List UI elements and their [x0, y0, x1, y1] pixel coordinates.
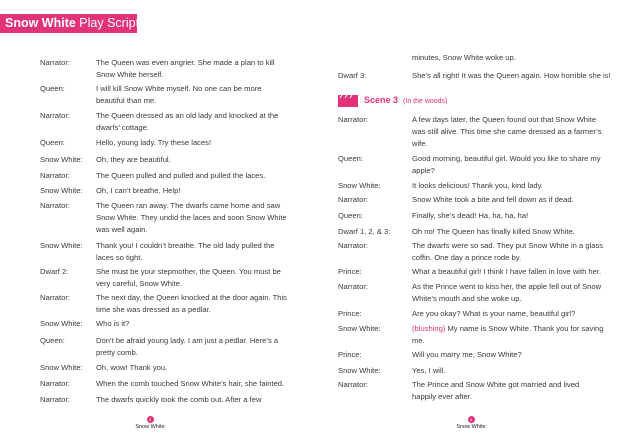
- dialogue-line: She’s all right! It was the Queen again. How horrible she is!: [412, 71, 611, 80]
- footer-label: Snow White: [135, 424, 165, 430]
- dialogue: [96, 335, 296, 359]
- dialogue: [412, 266, 632, 278]
- dialogue-line: beautiful than me.: [96, 95, 157, 105]
- speaker: Prince:: [338, 309, 362, 318]
- speaker: Narrator:: [40, 201, 70, 210]
- dialogue-line: Will you marry me, Snow White?: [412, 350, 522, 359]
- dialogue: [412, 210, 632, 222]
- dialogue-line: Oh, I can’t breathe. Help!: [96, 186, 181, 195]
- speaker: Narrator:: [40, 58, 70, 67]
- dialogue: [412, 365, 632, 377]
- dialogue-line: Yes, I will.: [412, 366, 446, 375]
- scene-title-text: Scene 3: [364, 95, 399, 105]
- dialogue-line: time she was dressed as a pedlar.: [96, 304, 211, 314]
- dialogue-line: The dwarfs were so sad. They put Snow White in a glass: [412, 241, 604, 250]
- speaker: Queen:: [40, 84, 65, 93]
- header-bold: Snow White: [5, 16, 76, 30]
- dialogue-line: me.: [412, 335, 425, 345]
- header-rest: Play Script: [75, 16, 140, 30]
- dialogue: [96, 170, 296, 182]
- dialogue: [96, 83, 296, 107]
- header-title: [0, 14, 140, 33]
- dialogue: [412, 194, 632, 206]
- dialogue-line: Snow White herself.: [96, 69, 164, 79]
- dialogue-line: Oh, they are beautiful.: [96, 155, 171, 164]
- dialogue: [412, 114, 632, 149]
- dialogue-line: apple?: [412, 165, 435, 175]
- dialogue-text: My name is Snow White. Thank you for saving: [445, 324, 604, 333]
- speaker: Dwarf 3:: [338, 71, 367, 80]
- speaker: Snow White:: [338, 181, 381, 190]
- dialogue-line: As the Prince went to kiss her, the apple fell out of Snow: [412, 282, 602, 291]
- speaker: Queen:: [40, 138, 65, 147]
- dialogue: [412, 349, 632, 361]
- speaker: Snow White:: [40, 363, 83, 372]
- speaker: Narrator:: [338, 115, 368, 124]
- dialogue-line: Snow White took a bite and fell down as if dead.: [412, 195, 574, 204]
- dialogue-line: A few days later, the Queen found out that Snow White: [412, 115, 597, 124]
- dialogue-line: happily ever after.: [412, 391, 472, 401]
- dialogue-line: Hello, young lady. Try these laces!: [96, 138, 212, 147]
- dialogue: [96, 240, 296, 264]
- dialogue-line: Who is it?: [96, 319, 130, 328]
- speaker: Narrator:: [40, 293, 70, 302]
- speaker: Narrator:: [40, 111, 70, 120]
- dialogue-line: Finally, she’s dead! Ha, ha, ha, ha!: [412, 211, 529, 220]
- page-number: 3: [147, 416, 154, 423]
- clapperboard-icon: [338, 95, 358, 107]
- dialogue-line: very careful, Snow White.: [96, 278, 183, 288]
- speaker: Narrator:: [338, 241, 368, 250]
- dialogue: [412, 153, 632, 177]
- dialogue: [96, 362, 296, 374]
- dialogue-line: What a beautiful girl! I think I have fallen in love with her.: [412, 267, 602, 276]
- speaker: Snow White:: [338, 324, 381, 333]
- dialogue-line: Snow White. They undid the laces and soon Snow White: [96, 212, 287, 222]
- scene-title: [364, 95, 447, 105]
- page-number: 4: [468, 416, 475, 423]
- dialogue-line: coffin. One day a prince rode by.: [412, 252, 522, 262]
- dialogue: [412, 240, 632, 264]
- dialogue-line: Oh no! The Queen has finally killed Snow White.: [412, 227, 575, 236]
- speaker: Narrator:: [40, 395, 70, 404]
- dialogue-line: The Prince and Snow White got married and lived: [412, 380, 580, 389]
- speaker: Snow White:: [40, 155, 83, 164]
- dialogue: [96, 318, 296, 330]
- dialogue-line: The Queen dressed as an old lady and knocked at the: [96, 111, 279, 120]
- dialogue: [96, 185, 296, 197]
- dialogue: [96, 378, 296, 390]
- dialogue-line: was well again.: [96, 224, 148, 234]
- dialogue-line: wife.: [412, 138, 428, 148]
- dialogue-line: Thank you! I couldn’t breathe. The old lady pulled the: [96, 241, 275, 250]
- dialogue: [412, 308, 632, 320]
- speaker: Queen:: [338, 211, 363, 220]
- dialogue: [96, 57, 296, 81]
- dialogue-line: The next day, the Queen knocked at the door again. This: [96, 293, 287, 302]
- dialogue: [96, 394, 296, 406]
- footer-label: Snow White: [456, 424, 486, 430]
- dialogue-line: She must be your stepmother, the Queen. You must be: [96, 267, 281, 276]
- dialogue-line: Good morning, beautiful girl. Would you like to share my: [412, 154, 601, 163]
- dialogue-line: The dwarfs quickly took the comb out. After a few: [96, 395, 262, 404]
- stage-direction: (blushing): [412, 324, 446, 333]
- dialogue: [412, 180, 632, 192]
- speaker: Narrator:: [40, 379, 70, 388]
- speaker: Snow White:: [40, 241, 83, 250]
- speaker: Prince:: [338, 267, 362, 276]
- dialogue-line: Are you okay? What is your name, beautiful girl?: [412, 309, 576, 318]
- dialogue-line: pretty comb.: [96, 347, 138, 357]
- dialogue-line: dwarfs’ cottage.: [96, 122, 149, 132]
- dialogue-line: [412, 323, 632, 335]
- dialogue-line: When the comb touched Snow White’s hair, she fainted.: [96, 379, 285, 388]
- speaker: Narrator:: [338, 380, 368, 389]
- dialogue: [412, 281, 632, 305]
- speaker: Narrator:: [338, 282, 368, 291]
- dialogue-line: Oh, wow! Thank you.: [96, 363, 168, 372]
- continued-line: minutes, Snow White woke up.: [412, 53, 516, 62]
- speaker: Dwarf 1, 2, & 3:: [338, 227, 391, 236]
- speaker: Dwarf 2:: [40, 267, 69, 276]
- speaker: Queen:: [40, 336, 65, 345]
- dialogue: [412, 379, 632, 403]
- dialogue: [96, 266, 296, 290]
- dialogue-line: The Queen was even angrier. She made a plan to kill: [96, 58, 275, 67]
- dialogue-line: I will kill Snow White myself. No one can be more: [96, 84, 262, 93]
- scene-subtitle: (In the woods): [403, 98, 448, 105]
- dialogue-line: White’s mouth and she woke up.: [412, 293, 522, 303]
- speaker: Snow White:: [338, 366, 381, 375]
- dialogue-line: Don’t be afraid young lady. I am just a pedlar. Here’s a: [96, 336, 279, 345]
- footer-right: [451, 416, 491, 430]
- dialogue: [96, 200, 296, 235]
- dialogue: [412, 226, 632, 238]
- dialogue-line: The Queen ran away. The dwarfs came home and saw: [96, 201, 281, 210]
- dialogue: [96, 110, 296, 134]
- speaker: Narrator:: [40, 171, 70, 180]
- speaker: Prince:: [338, 350, 362, 359]
- dialogue: [412, 323, 632, 347]
- dialogue: [96, 154, 296, 166]
- dialogue-line: It looks delicious! Thank you, kind lady.: [412, 181, 543, 190]
- dialogue: [412, 70, 638, 82]
- speaker: Narrator:: [338, 195, 368, 204]
- dialogue-line: was still alive. This time she came dressed as a farmer’s: [412, 126, 602, 136]
- footer-left: [130, 416, 170, 430]
- dialogue: [96, 292, 296, 316]
- speaker: Queen:: [338, 154, 363, 163]
- speaker: Snow White:: [40, 319, 83, 328]
- dialogue-line: laces so tight.: [96, 252, 143, 262]
- speaker: Snow White:: [40, 186, 83, 195]
- dialogue-line: The Queen pulled and pulled and pulled the laces.: [96, 171, 266, 180]
- dialogue: [96, 137, 296, 149]
- continued-text: [412, 52, 612, 64]
